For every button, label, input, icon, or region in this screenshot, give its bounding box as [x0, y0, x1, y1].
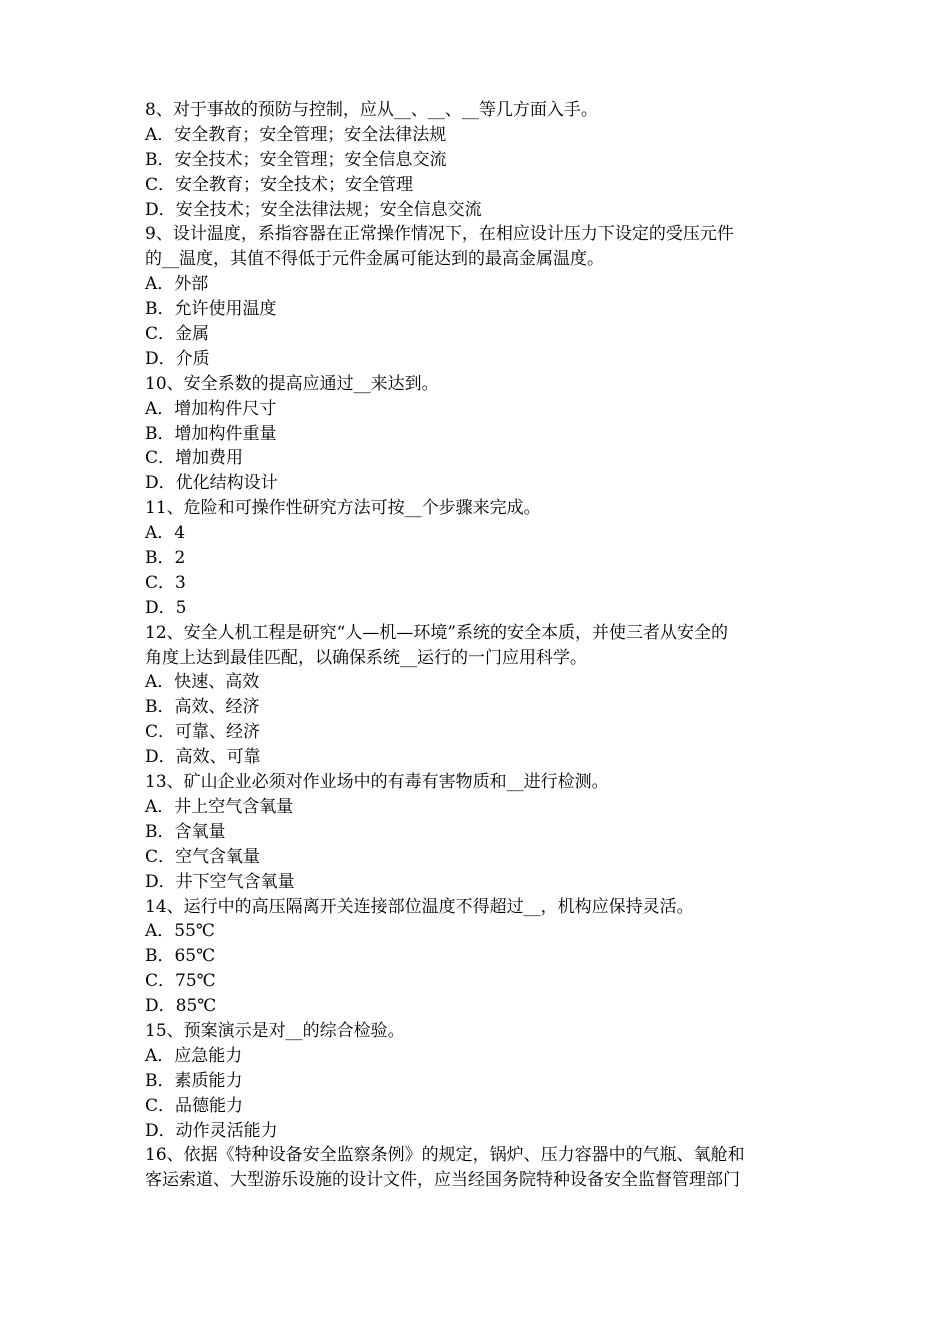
question-14-option-c: C．75℃ — [145, 971, 216, 992]
question-12-option-c: C．可靠、经济 — [145, 722, 261, 743]
question-8-stem: 8、对于事故的预防与控制，应从__、__、__等几方面入手。 — [145, 100, 598, 120]
question-16-stem-line-1: 16、依据《特种设备安全监察条例》的规定，锅炉、压力容器中的气瓶、氧舱和 — [145, 1145, 745, 1166]
question-16-stem-line-2: 客运索道、大型游乐设施的设计文件，应当经国务院特种设备安全监督管理部门 — [145, 1170, 740, 1191]
question-15-option-b: B．素质能力 — [145, 1070, 243, 1091]
question-15-option-a: A．应急能力 — [145, 1045, 243, 1066]
question-8-option-d: D．安全技术；安全法律法规；安全信息交流 — [145, 199, 482, 220]
question-12-stem-line-1: 12、安全人机工程是研究“人—机—环境”系统的安全本质，并使三者从安全的 — [145, 622, 729, 643]
question-14-option-b: B．65℃ — [145, 946, 216, 967]
question-12-stem-line-2: 角度上达到最佳匹配，以确保系统__运行的一门应用科学。 — [145, 647, 587, 668]
question-15-stem: 15、预案演示是对__的综合检验。 — [145, 1020, 405, 1041]
question-12-option-b: B．高效、经济 — [145, 697, 260, 718]
question-10-option-d: D．优化结构设计 — [145, 473, 278, 494]
question-11-option-c: C．3 — [145, 572, 186, 593]
question-9-option-d: D．介质 — [145, 348, 210, 369]
question-13-option-d: D．井下空气含氧量 — [145, 871, 295, 892]
question-8-option-c: C．安全教育；安全技术；安全管理 — [145, 174, 414, 195]
question-8-option-b: B．安全技术；安全管理；安全信息交流 — [145, 149, 447, 170]
question-9-option-a: A．外部 — [145, 274, 209, 295]
question-13-stem: 13、矿山企业必须对作业场中的有毒有害物质和__进行检测。 — [145, 772, 609, 793]
question-13-option-c: C．空气含氧量 — [145, 846, 261, 867]
question-9-option-b: B．允许使用温度 — [145, 299, 277, 320]
question-14-option-a: A．55℃ — [145, 921, 215, 942]
question-11-stem: 11、危险和可操作性研究方法可按__个步骤来完成。 — [145, 498, 541, 519]
question-12-option-d: D．高效、可靠 — [145, 747, 261, 768]
question-10-option-b: B．增加构件重量 — [145, 423, 277, 444]
question-11-option-a: A．4 — [145, 523, 186, 544]
question-14-option-d: D．85℃ — [145, 996, 217, 1017]
question-13-option-b: B．含氧量 — [145, 821, 226, 842]
question-10-option-c: C．增加费用 — [145, 448, 244, 469]
question-12-option-a: A．快速、高效 — [145, 672, 260, 693]
question-10-stem: 10、安全系数的提高应通过__来达到。 — [145, 373, 439, 394]
question-15-option-d: D．动作灵活能力 — [145, 1120, 278, 1141]
question-9-stem-line-2: 的__温度，其值不得低于元件金属可能达到的最高金属温度。 — [145, 249, 604, 270]
question-15-option-c: C．品德能力 — [145, 1095, 244, 1116]
question-10-option-a: A．增加构件尺寸 — [145, 398, 277, 419]
question-11-option-d: D．5 — [145, 597, 187, 618]
question-8-option-a: A．安全教育；安全管理；安全法律法规 — [145, 124, 447, 145]
question-14-stem: 14、运行中的高压隔离开关连接部位温度不得超过__，机构应保持灵活。 — [145, 896, 694, 917]
question-9-stem-line-1: 9、设计温度，系指容器在正常操作情况下，在相应设计压力下设定的受压元件 — [145, 224, 734, 245]
document-body — [145, 98, 825, 1193]
question-11-option-b: B．2 — [145, 548, 186, 569]
question-13-option-a: A．井上空气含氧量 — [145, 796, 294, 817]
question-9-option-c: C．金属 — [145, 324, 210, 345]
